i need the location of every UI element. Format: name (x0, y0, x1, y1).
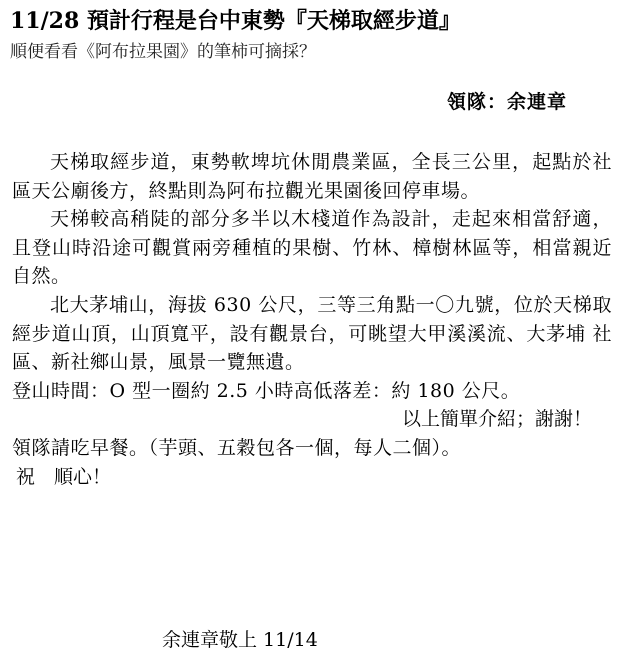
paragraph-trail-design: 天梯較高稍陡的部分多半以木棧道作為設計，走起來相當舒適，且登山時沿途可觀賞兩旁種植的果樹、竹林、樟樹林區等，相當親近自然。 (12, 208, 612, 288)
breakfast-line: 領隊請吃早餐。（芋頭、五穀包各一個，每人二個）。 (12, 436, 462, 459)
document-title: 11/28 預計行程是台中東勢『天梯取經步道』 (10, 8, 461, 34)
document-subtitle: 順便看看《阿布拉果園》的筆柿可摘採？ (10, 42, 316, 62)
signature-line: 余連章敬上 11/14 (162, 629, 318, 651)
leader-line: 領隊：余連章 (446, 91, 567, 113)
document-body (12, 148, 612, 491)
paragraph-trail-intro: 天梯取經步道，東勢軟埤坑休閒農業區，全長三公里，起點於社區天公廟後方，終點則為阿布拉觀光果園後回停車場。 (12, 151, 612, 202)
thanks-line: 以上簡單介紹；謝謝！ (401, 408, 592, 431)
wish-line: 祝 順心！ (16, 465, 112, 488)
paragraph-mountain-peak: 北大茅埔山，海拔 630 公尺，三等三角點一〇九號，位於天梯取經步道山頂，山頂寬平，設有觀景台，可眺望大甲溪溪流、大茅埔 社區、新社鄉山景，風景一覽無遺。 (12, 293, 612, 374)
hiking-time-line: 登山時間：O 型一圈約 2.5 小時高低落差：約 180 公尺。 (12, 379, 521, 402)
